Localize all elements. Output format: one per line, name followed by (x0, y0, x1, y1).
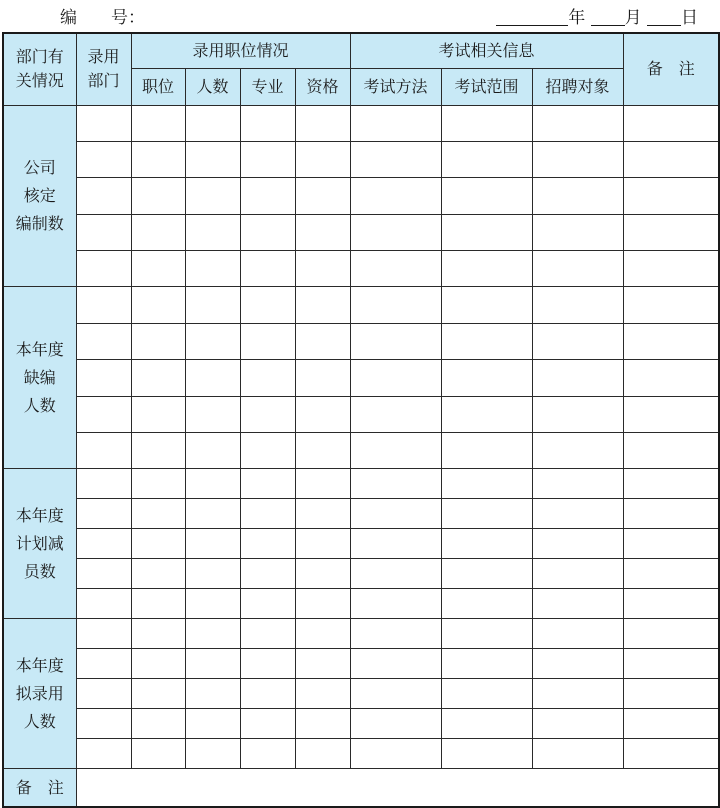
blank-cell[interactable] (76, 433, 131, 469)
blank-cell[interactable] (295, 499, 350, 529)
blank-cell[interactable] (532, 529, 623, 559)
blank-cell[interactable] (76, 499, 131, 529)
header-remarks: 备 注 (623, 33, 719, 105)
blank-cell[interactable] (623, 433, 719, 469)
table-row (3, 529, 719, 559)
blank-cell[interactable] (185, 589, 240, 619)
blank-cell[interactable] (350, 469, 441, 499)
row-group-label-line: 本年度 (15, 339, 64, 359)
table-row (3, 679, 719, 709)
row-group-label-line: 编制数 (15, 213, 64, 233)
blank-cell[interactable] (532, 589, 623, 619)
blank-cell[interactable] (350, 141, 441, 177)
header-position-group: 录用职位情况 (131, 33, 350, 68)
day-label: 日 (681, 8, 698, 28)
blank-cell[interactable] (350, 360, 441, 396)
blank-cell[interactable] (295, 469, 350, 499)
blank-cell[interactable] (623, 589, 719, 619)
blank-cell[interactable] (350, 251, 441, 287)
blank-cell[interactable] (76, 649, 131, 679)
blank-cell[interactable] (441, 499, 532, 529)
blank-cell[interactable] (185, 529, 240, 559)
blank-cell[interactable] (441, 589, 532, 619)
blank-cell[interactable] (441, 141, 532, 177)
blank-cell[interactable] (532, 141, 623, 177)
blank-cell[interactable] (131, 499, 185, 529)
blank-cell[interactable] (532, 178, 623, 214)
blank-cell[interactable] (76, 529, 131, 559)
blank-cell[interactable] (350, 709, 441, 739)
blank-cell[interactable] (185, 360, 240, 396)
blank-cell[interactable] (240, 433, 295, 469)
blank-cell[interactable] (623, 619, 719, 649)
blank-cell[interactable] (532, 679, 623, 709)
blank-cell[interactable] (185, 709, 240, 739)
blank-cell[interactable] (76, 619, 131, 649)
blank-cell[interactable] (350, 499, 441, 529)
blank-cell[interactable] (532, 433, 623, 469)
row-group-label-line: 人数 (23, 395, 56, 415)
blank-cell[interactable] (76, 679, 131, 709)
blank-cell[interactable] (185, 649, 240, 679)
table-row (3, 287, 719, 323)
blank-cell[interactable] (131, 178, 185, 214)
blank-cell[interactable] (441, 214, 532, 250)
blank-cell[interactable] (532, 499, 623, 529)
header-hiring-dept (76, 33, 131, 105)
blank-cell[interactable] (623, 141, 719, 177)
blank-cell[interactable] (240, 251, 295, 287)
blank-cell[interactable] (532, 287, 623, 323)
blank-cell[interactable] (131, 396, 185, 432)
table-row (3, 469, 719, 499)
blank-cell[interactable] (295, 105, 350, 141)
blank-cell[interactable] (623, 178, 719, 214)
blank-cell[interactable] (131, 709, 185, 739)
blank-cell[interactable] (532, 739, 623, 769)
blank-cell[interactable] (532, 709, 623, 739)
blank-cell[interactable] (240, 709, 295, 739)
blank-cell[interactable] (240, 589, 295, 619)
footer-remarks-field[interactable] (76, 769, 719, 807)
blank-cell[interactable] (623, 360, 719, 396)
blank-cell[interactable] (441, 529, 532, 559)
table-row (3, 360, 719, 396)
footer-remarks-row (3, 769, 719, 807)
blank-cell[interactable] (131, 649, 185, 679)
blank-cell[interactable] (131, 589, 185, 619)
blank-cell[interactable] (295, 396, 350, 432)
blank-cell[interactable] (240, 499, 295, 529)
blank-cell[interactable] (295, 589, 350, 619)
blank-cell[interactable] (295, 178, 350, 214)
blank-cell[interactable] (240, 360, 295, 396)
blank-cell[interactable] (240, 323, 295, 359)
table-row (3, 105, 719, 141)
year-label: 年 (568, 8, 586, 28)
blank-cell[interactable] (350, 396, 441, 432)
blank-cell[interactable] (131, 619, 185, 649)
blank-cell[interactable] (185, 396, 240, 432)
blank-cell[interactable] (532, 396, 623, 432)
blank-cell[interactable] (76, 469, 131, 499)
blank-cell[interactable] (441, 360, 532, 396)
blank-cell[interactable] (441, 709, 532, 739)
blank-cell[interactable] (185, 105, 240, 141)
table-row (3, 141, 719, 177)
blank-cell[interactable] (295, 559, 350, 589)
blank-cell[interactable] (350, 739, 441, 769)
blank-cell[interactable] (350, 214, 441, 250)
blank-cell[interactable] (131, 360, 185, 396)
blank-cell[interactable] (350, 649, 441, 679)
row-group-label-line: 计划减 (15, 533, 64, 553)
blank-cell[interactable] (185, 287, 240, 323)
blank-cell[interactable] (295, 323, 350, 359)
blank-cell[interactable] (623, 469, 719, 499)
blank-cell[interactable] (623, 679, 719, 709)
blank-cell[interactable] (185, 739, 240, 769)
blank-cell[interactable] (76, 360, 131, 396)
blank-cell[interactable] (131, 529, 185, 559)
blank-cell[interactable] (623, 649, 719, 679)
blank-cell[interactable] (76, 396, 131, 432)
blank-cell[interactable] (185, 619, 240, 649)
blank-cell[interactable] (295, 214, 350, 250)
row-group-label (3, 469, 76, 619)
header-dept-info (3, 33, 76, 105)
recruitment-plan-table (2, 32, 720, 808)
blank-cell[interactable] (441, 396, 532, 432)
blank-cell[interactable] (623, 105, 719, 141)
blank-cell[interactable] (76, 141, 131, 177)
blank-cell[interactable] (623, 396, 719, 432)
header-hiring-dept-line1: 录用 (87, 47, 120, 67)
row-group-label-line: 人数 (23, 711, 56, 731)
blank-cell[interactable] (76, 559, 131, 589)
blank-cell[interactable] (185, 499, 240, 529)
blank-cell[interactable] (441, 251, 532, 287)
blank-cell[interactable] (185, 559, 240, 589)
blank-cell[interactable] (295, 739, 350, 769)
blank-cell[interactable] (131, 251, 185, 287)
blank-cell[interactable] (350, 323, 441, 359)
blank-cell[interactable] (240, 396, 295, 432)
row-group-label-line: 核定 (23, 185, 56, 205)
blank-cell[interactable] (532, 360, 623, 396)
table-row (3, 178, 719, 214)
blank-cell[interactable] (350, 589, 441, 619)
row-group-label-line: 本年度 (15, 505, 64, 525)
row-group-label-line: 公司 (23, 157, 56, 177)
table-row (3, 214, 719, 250)
row-group-label-line: 缺编 (23, 367, 56, 387)
blank-cell[interactable] (532, 214, 623, 250)
blank-cell[interactable] (532, 251, 623, 287)
table-row (3, 251, 719, 287)
header-hiring-dept-line2: 部门 (87, 71, 120, 91)
blank-cell[interactable] (441, 559, 532, 589)
blank-cell[interactable] (350, 619, 441, 649)
table-row (3, 709, 719, 739)
blank-cell[interactable] (532, 619, 623, 649)
blank-cell[interactable] (185, 433, 240, 469)
blank-cell[interactable] (240, 287, 295, 323)
blank-cell[interactable] (131, 105, 185, 141)
blank-cell[interactable] (240, 619, 295, 649)
blank-cell[interactable] (240, 141, 295, 177)
blank-cell[interactable] (441, 619, 532, 649)
day-blank[interactable] (647, 8, 681, 26)
blank-cell[interactable] (532, 559, 623, 589)
blank-cell[interactable] (350, 559, 441, 589)
blank-cell[interactable] (441, 469, 532, 499)
blank-cell[interactable] (131, 469, 185, 499)
header-exam-method: 考试方法 (350, 68, 441, 105)
blank-cell[interactable] (350, 679, 441, 709)
blank-cell[interactable] (441, 739, 532, 769)
blank-cell[interactable] (295, 649, 350, 679)
blank-cell[interactable] (441, 433, 532, 469)
blank-cell[interactable] (295, 360, 350, 396)
blank-cell[interactable] (623, 529, 719, 559)
blank-cell[interactable] (350, 529, 441, 559)
footer-remarks-label: 备 注 (3, 769, 76, 807)
blank-cell[interactable] (441, 679, 532, 709)
header-major: 专业 (240, 68, 295, 105)
blank-cell[interactable] (295, 141, 350, 177)
row-group-label (3, 105, 76, 287)
blank-cell[interactable] (295, 433, 350, 469)
row-group-label-line: 拟录用 (15, 683, 64, 703)
header-exam-group: 考试相关信息 (350, 33, 623, 68)
header-position: 职位 (131, 68, 185, 105)
header-exam-scope: 考试范围 (441, 68, 532, 105)
blank-cell[interactable] (623, 251, 719, 287)
blank-cell[interactable] (131, 141, 185, 177)
table-row (3, 739, 719, 769)
header-dept-info-line1: 部门有 (15, 47, 64, 67)
blank-cell[interactable] (240, 469, 295, 499)
blank-cell[interactable] (131, 559, 185, 589)
blank-cell[interactable] (240, 679, 295, 709)
row-group-label-line: 本年度 (15, 655, 64, 675)
blank-cell[interactable] (185, 323, 240, 359)
table-row (3, 589, 719, 619)
blank-cell[interactable] (76, 287, 131, 323)
table-row (3, 499, 719, 529)
blank-cell[interactable] (240, 214, 295, 250)
blank-cell[interactable] (441, 105, 532, 141)
header-headcount: 人数 (185, 68, 240, 105)
blank-cell[interactable] (441, 178, 532, 214)
row-group-label (3, 287, 76, 469)
blank-cell[interactable] (350, 178, 441, 214)
blank-cell[interactable] (185, 178, 240, 214)
table-row (3, 649, 719, 679)
table-row (3, 396, 719, 432)
serial-number-label: 编 号： (60, 8, 145, 28)
blank-cell[interactable] (76, 739, 131, 769)
blank-cell[interactable] (185, 469, 240, 499)
blank-cell[interactable] (131, 214, 185, 250)
blank-cell[interactable] (295, 619, 350, 649)
blank-cell[interactable] (76, 105, 131, 141)
blank-cell[interactable] (76, 589, 131, 619)
blank-cell[interactable] (441, 323, 532, 359)
header-dept-info-line2: 关情况 (15, 71, 64, 91)
blank-cell[interactable] (76, 178, 131, 214)
blank-cell[interactable] (623, 214, 719, 250)
blank-cell[interactable] (185, 214, 240, 250)
blank-cell[interactable] (350, 287, 441, 323)
header-qualification: 资格 (295, 68, 350, 105)
blank-cell[interactable] (295, 709, 350, 739)
header-recruit-target: 招聘对象 (532, 68, 623, 105)
blank-cell[interactable] (441, 287, 532, 323)
blank-cell[interactable] (131, 323, 185, 359)
blank-cell[interactable] (623, 709, 719, 739)
blank-cell[interactable] (295, 529, 350, 559)
blank-cell[interactable] (131, 679, 185, 709)
blank-cell[interactable] (623, 287, 719, 323)
form-header (0, 0, 720, 30)
blank-cell[interactable] (295, 251, 350, 287)
table-row (3, 559, 719, 589)
blank-cell[interactable] (76, 709, 131, 739)
blank-cell[interactable] (240, 105, 295, 141)
table-row (3, 323, 719, 359)
row-group-label (3, 619, 76, 769)
table-row (3, 619, 719, 649)
blank-cell[interactable] (240, 178, 295, 214)
table-row (3, 433, 719, 469)
blank-cell[interactable] (532, 469, 623, 499)
blank-cell[interactable] (131, 433, 185, 469)
blank-cell[interactable] (295, 679, 350, 709)
blank-cell[interactable] (240, 529, 295, 559)
blank-cell[interactable] (76, 214, 131, 250)
blank-cell[interactable] (295, 287, 350, 323)
date-line (496, 3, 698, 28)
blank-cell[interactable] (532, 105, 623, 141)
blank-cell[interactable] (441, 649, 532, 679)
blank-cell[interactable] (240, 649, 295, 679)
blank-cell[interactable] (240, 739, 295, 769)
month-label: 月 (624, 8, 642, 28)
blank-cell[interactable] (185, 141, 240, 177)
blank-cell[interactable] (623, 323, 719, 359)
blank-cell[interactable] (185, 251, 240, 287)
blank-cell[interactable] (623, 559, 719, 589)
blank-cell[interactable] (76, 323, 131, 359)
blank-cell[interactable] (532, 323, 623, 359)
blank-cell[interactable] (350, 105, 441, 141)
blank-cell[interactable] (532, 649, 623, 679)
year-blank[interactable] (496, 8, 568, 26)
blank-cell[interactable] (350, 433, 441, 469)
blank-cell[interactable] (131, 287, 185, 323)
month-blank[interactable] (591, 8, 625, 26)
blank-cell[interactable] (623, 739, 719, 769)
blank-cell[interactable] (185, 679, 240, 709)
blank-cell[interactable] (76, 251, 131, 287)
blank-cell[interactable] (240, 559, 295, 589)
blank-cell[interactable] (623, 499, 719, 529)
row-group-label-line: 员数 (23, 561, 56, 581)
blank-cell[interactable] (131, 739, 185, 769)
